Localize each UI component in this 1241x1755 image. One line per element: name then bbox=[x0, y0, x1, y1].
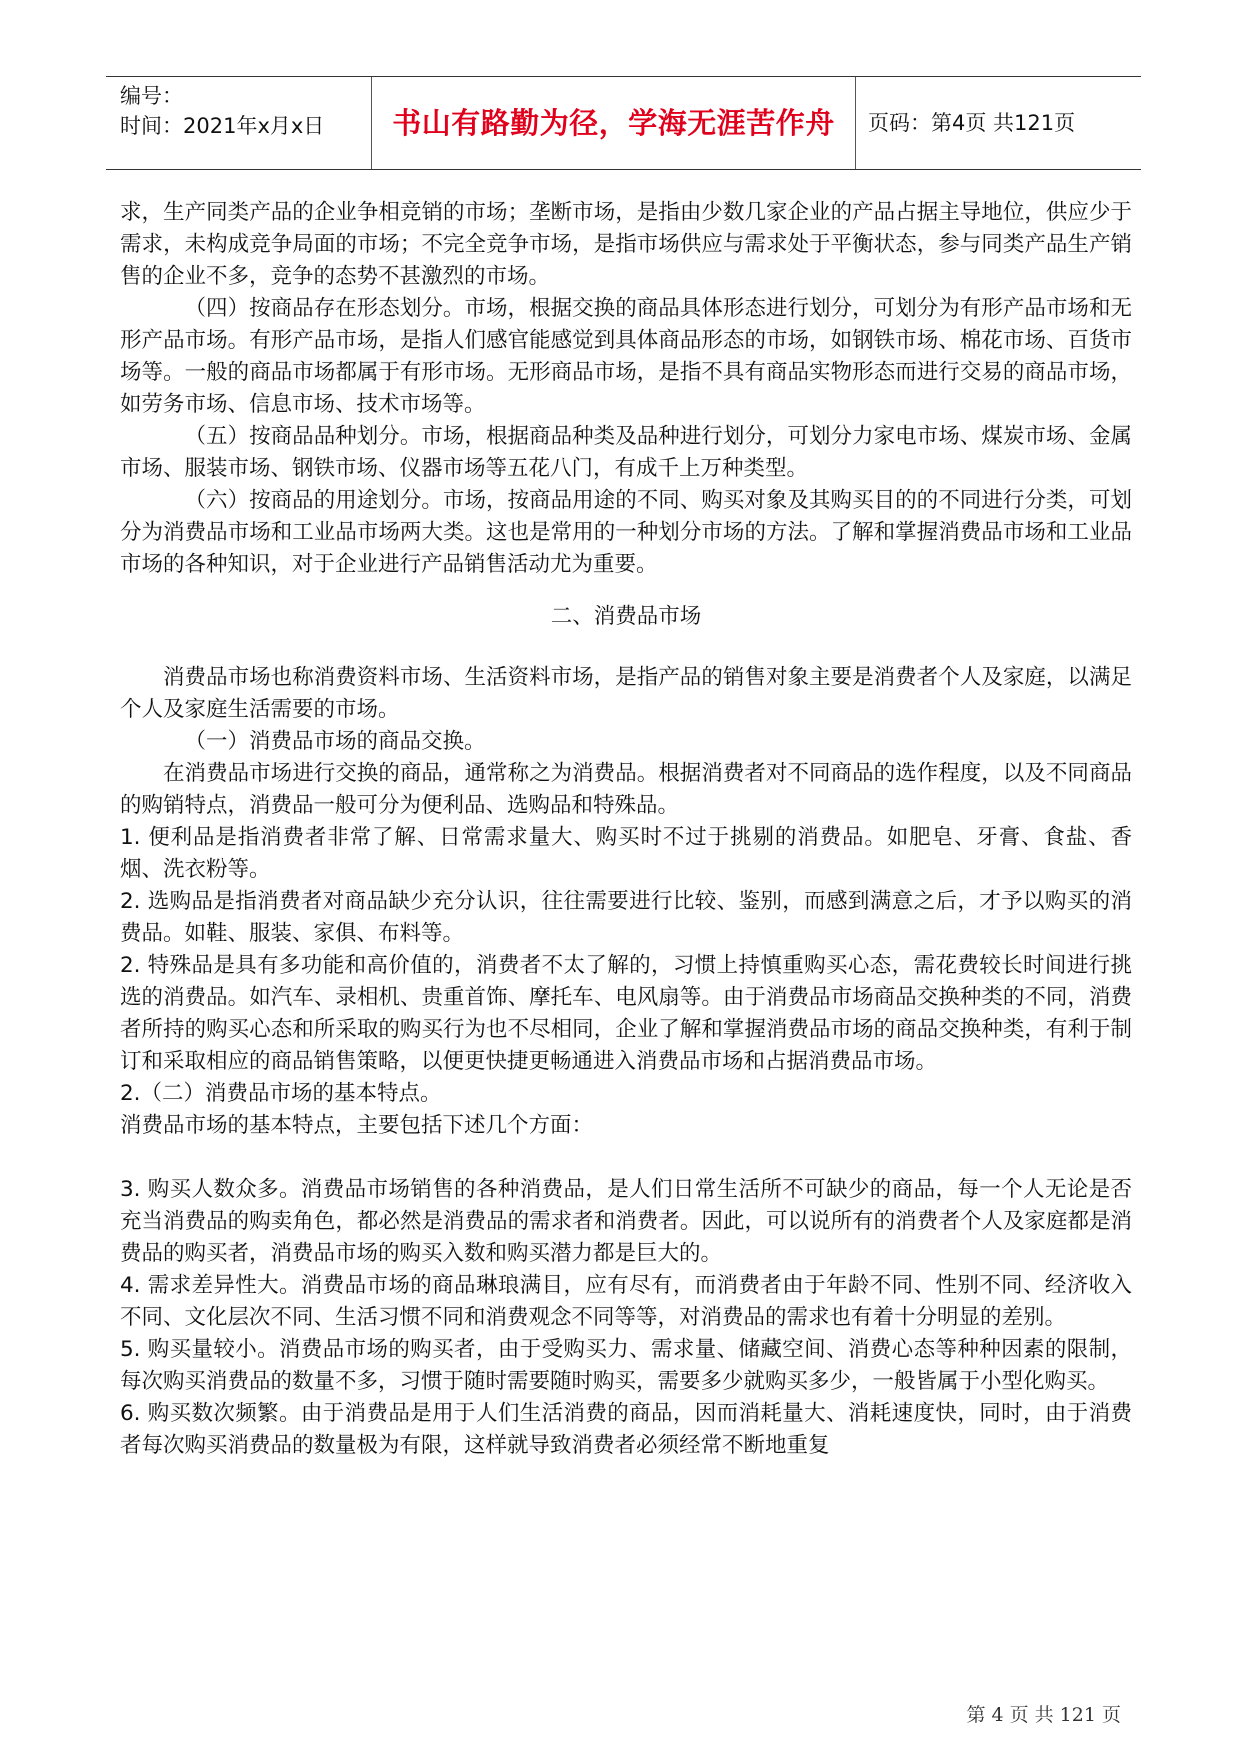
header-divider bbox=[855, 77, 856, 169]
header-meta bbox=[120, 81, 324, 141]
paragraph: （五）按商品品种划分。市场，根据商品种类及品种进行划分，可划分力家电市场、煤炭市场、金属市场、服装市场、钢铁市场、仪器市场等五花八门，有成千上万种类型。 bbox=[120, 424, 1132, 481]
list-item: 2. 选购品是指消费者对商品缺少充分认识，往往需要进行比较、鉴别，而感到满意之后，才予以购买的消费品。如鞋、服装、家俱、布料等。 bbox=[120, 889, 1132, 946]
page-footer: 第 4 页 共 121 页 bbox=[966, 1704, 1121, 1726]
paragraph: 消费品市场的基本特点，主要包括下述几个方面： bbox=[120, 1113, 594, 1138]
paragraph: （四）按商品存在形态划分。市场，根据交换的商品具体形态进行划分，可划分为有形产品市场和无形产品市场。有形产品市场，是指人们感官能感觉到具体商品形态的市场，如钢铁市场、棉花市场、百货市场等。一般的商品市场都属于有形市场。无形商品市场，是指不具有商品实物形态而进行交易的商品市场，如劳务市场、信息市场、技术市场等。 bbox=[120, 296, 1132, 417]
paragraph: 消费品市场也称消费资料市场、生活资料市场，是指产品的销售对象主要是消费者个人及家庭，以满足个人及家庭生活需要的市场。 bbox=[120, 665, 1132, 722]
paragraph: （一）消费品市场的商品交换。 bbox=[184, 729, 486, 754]
list-item: 4. 需求差异性大。消费品市场的商品琳琅满目，应有尽有，而消费者由于年龄不同、性别不同、经济收入不同、文化层次不同、生活习惯不同和消费观念不同等等，对消费品的需求也有着十分明显的差别。 bbox=[120, 1273, 1132, 1330]
paragraph: 在消费品市场进行交换的商品，通常称之为消费品。根据消费者对不同商品的选作程度，以及不同商品的购销特点，消费品一般可分为便利品、选购品和特殊品。 bbox=[120, 761, 1132, 818]
date-label: 时间：2021年x月x日 bbox=[120, 114, 325, 138]
list-item: 5. 购买量较小。消费品市场的购买者，由于受购买力、需求量、储藏空间、消费心态等种种因素的限制，每次购买消费品的数量不多，习惯于随时需要随时购买，需要多少就购买多少，一般皆属于小型化购买。 bbox=[120, 1337, 1132, 1394]
spacer bbox=[120, 1142, 1132, 1174]
header-page-number: 页码：第4页 共121页 bbox=[868, 111, 1076, 135]
page-header bbox=[106, 76, 1141, 170]
section-title: 二、消费品市场 bbox=[550, 604, 702, 629]
list-item: 6. 购买数次频繁。由于消费品是用于人们生活消费的商品，因而消耗量大、消耗速度快，同时，由于消费者每次购买消费品的数量极为有限，这样就导致消费者必须经常不断地重复 bbox=[120, 1401, 1132, 1458]
list-item: 2.（二）消费品市场的基本特点。 bbox=[120, 1081, 442, 1106]
serial-label: 编号： bbox=[120, 84, 183, 108]
list-item: 3. 购买人数众多。消费品市场销售的各种消费品，是人们日常生活所不可缺少的商品，每一个人无论是否充当消费品的购卖角色，都必然是消费品的需求者和消费者。因此，可以说所有的消费者个人及家庭都是消费品的购买者，消费品市场的购买入数和购买潜力都是巨大的。 bbox=[120, 1177, 1132, 1266]
header-motto: 书山有路勤为径，学海无涯苦作舟 bbox=[392, 106, 835, 140]
list-item: 2. 特殊品是具有多功能和高价值的，消费者不太了解的，习惯上持慎重购买心态，需花费较长时间进行挑选的消费品。如汽车、录相机、贵重首饰、摩托车、电风扇等。由于消费品市场商品交换种类的不同，消费者所持的购买心态和所采取的购买行为也不尽相同，企业了解和掌握消费品市场的商品交换种类，有利于制订和采取相应的商品销售策略，以便更快捷更畅通进入消费品市场和占据消费品市场。 bbox=[120, 953, 1132, 1074]
paragraph: 求，生产同类产品的企业争相竞销的市场；垄断市场，是指由少数几家企业的产品占据主导地位，供应少于需求，未构成竞争局面的市场；不完全竞争市场，是指市场供应与需求处于平衡状态，参与同类产品生产销售的企业不多，竞争的态势不甚激烈的市场。 bbox=[120, 200, 1132, 289]
paragraph: （六）按商品的用途划分。市场，按商品用途的不同、购买对象及其购买目的的不同进行分类，可划分为消费品市场和工业品市场两大类。这也是常用的一种划分市场的方法。了解和掌握消费品市场和工业品市场的各种知识，对于企业进行产品销售活动尤为重要。 bbox=[120, 488, 1132, 577]
list-item: 1. 便利品是指消费者非常了解、日常需求量大、购买时不过于挑剔的消费品。如肥皂、牙膏、食盐、香烟、洗衣粉等。 bbox=[120, 825, 1132, 882]
document-body bbox=[120, 197, 1132, 1462]
